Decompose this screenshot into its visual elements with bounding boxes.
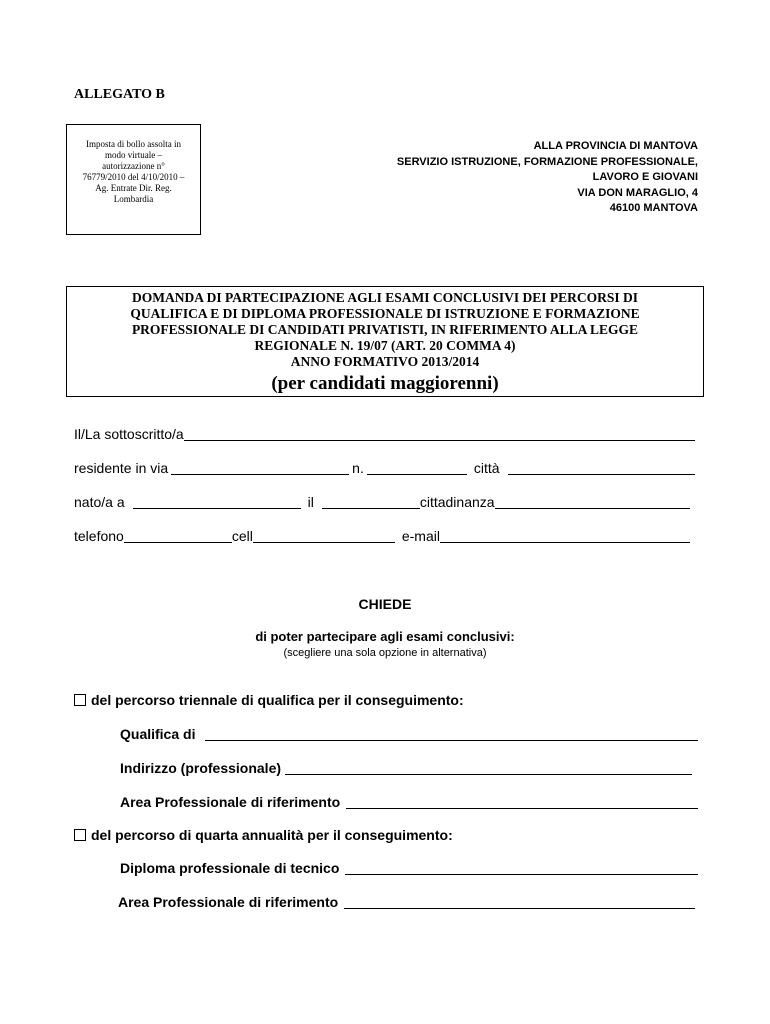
- qualifica-label: Qualifica di: [120, 726, 196, 742]
- recipient-line: VIA DON MARAGLIO, 4: [577, 186, 698, 199]
- applicant-name-field[interactable]: [184, 427, 695, 441]
- birthplace-field[interactable]: [133, 495, 301, 509]
- indirizzo-label: Indirizzo (professionale): [120, 760, 282, 776]
- revenue-stamp-box: [66, 124, 201, 235]
- title-line: REGIONALE N. 19/07 (ART. 20 COMMA 4): [254, 338, 516, 353]
- area-field[interactable]: [344, 895, 695, 909]
- applicant-name-label: Il/La sottoscritto/a: [74, 426, 184, 442]
- recipient-line: ALLA PROVINCIA DI MANTOVA: [533, 140, 698, 152]
- stamp-line: Imposta di bollo assolta in: [86, 139, 181, 149]
- email-label: e-mail: [401, 528, 440, 544]
- street-label: residente in via: [74, 460, 169, 476]
- citizenship-field[interactable]: [495, 495, 690, 509]
- stamp-line: Ag. Entrate Dir. Reg.: [95, 183, 172, 193]
- diploma-field[interactable]: [345, 861, 698, 875]
- recipient-address: [397, 139, 698, 217]
- email-field[interactable]: [440, 529, 690, 543]
- area-label: Area Professionale di riferimento: [118, 894, 339, 910]
- title-line: DOMANDA DI PARTECIPAZIONE AGLI ESAMI CONCLUSIVI DEI PERCORSI DI: [131, 290, 639, 305]
- stamp-line: autorizzazione n°: [102, 161, 165, 171]
- qualifica-field[interactable]: [205, 727, 698, 741]
- birthplace-label: nato/a a: [74, 494, 125, 510]
- request-note: (scegliere una sola opzione in alternativa): [283, 647, 487, 659]
- birthdate-label: il: [307, 494, 314, 510]
- recipient-line: SERVIZIO ISTRUZIONE, FORMAZIONE PROFESSIONALE,: [396, 155, 698, 168]
- residence-row: [74, 459, 698, 477]
- stamp-line: 76779/2010 del 4/10/2010 –: [82, 172, 185, 182]
- request-heading: CHIEDE: [358, 596, 412, 612]
- attachment-label: ALLEGATO B: [74, 87, 165, 102]
- house-number-label: n.: [352, 460, 364, 476]
- phone-label: telefono: [74, 528, 124, 544]
- city-field[interactable]: [508, 461, 695, 475]
- option-label: del percorso di quarta annualità per il conseguimento:: [91, 827, 453, 843]
- birthdate-field[interactable]: [322, 495, 420, 509]
- indirizzo-field[interactable]: [285, 761, 692, 775]
- contact-row: [74, 527, 698, 545]
- option-qualifica[interactable]: [74, 692, 464, 708]
- area-field[interactable]: [346, 795, 698, 809]
- stamp-line: modo virtuale –: [105, 150, 162, 160]
- form-subtitle: (per candidati maggiorenni): [271, 373, 499, 394]
- city-label: città: [473, 460, 500, 476]
- indirizzo-row: [120, 759, 698, 777]
- checkbox-icon[interactable]: [74, 829, 86, 841]
- request-subheading: di poter partecipare agli esami conclusivi:: [255, 629, 515, 644]
- stamp-line: Lombardia: [113, 194, 154, 204]
- checkbox-icon[interactable]: [74, 694, 86, 706]
- form-title-box: [66, 286, 704, 397]
- applicant-name-row: [74, 425, 698, 443]
- title-line: ANNO FORMATIVO 2013/2014: [290, 354, 480, 369]
- citizenship-label: cittadinanza: [419, 494, 495, 510]
- diploma-row: [120, 859, 698, 877]
- mobile-label: cell: [231, 528, 253, 544]
- area-label: Area Professionale di riferimento: [120, 794, 341, 810]
- option-quarta-annualita[interactable]: [74, 827, 453, 843]
- phone-field[interactable]: [124, 529, 232, 543]
- recipient-line: 46100 MANTOVA: [609, 202, 698, 214]
- diploma-label: Diploma professionale di tecnico: [120, 860, 340, 876]
- option-label: del percorso triennale di qualifica per il conseguimento:: [91, 692, 464, 708]
- birth-row: [74, 493, 698, 511]
- title-line: PROFESSIONALE DI CANDIDATI PRIVATISTI, IN RIFERIMENTO ALLA LEGGE: [131, 322, 639, 337]
- title-line: QUALIFICA E DI DIPLOMA PROFESSIONALE DI ISTRUZIONE E FORMAZIONE: [130, 306, 640, 321]
- house-number-field[interactable]: [367, 461, 467, 475]
- recipient-line: LAVORO E GIOVANI: [592, 171, 698, 183]
- area-row-2: [118, 893, 695, 911]
- mobile-field[interactable]: [253, 529, 395, 543]
- qualifica-row: [120, 725, 698, 743]
- area-row-1: [120, 793, 698, 811]
- street-field[interactable]: [171, 461, 349, 475]
